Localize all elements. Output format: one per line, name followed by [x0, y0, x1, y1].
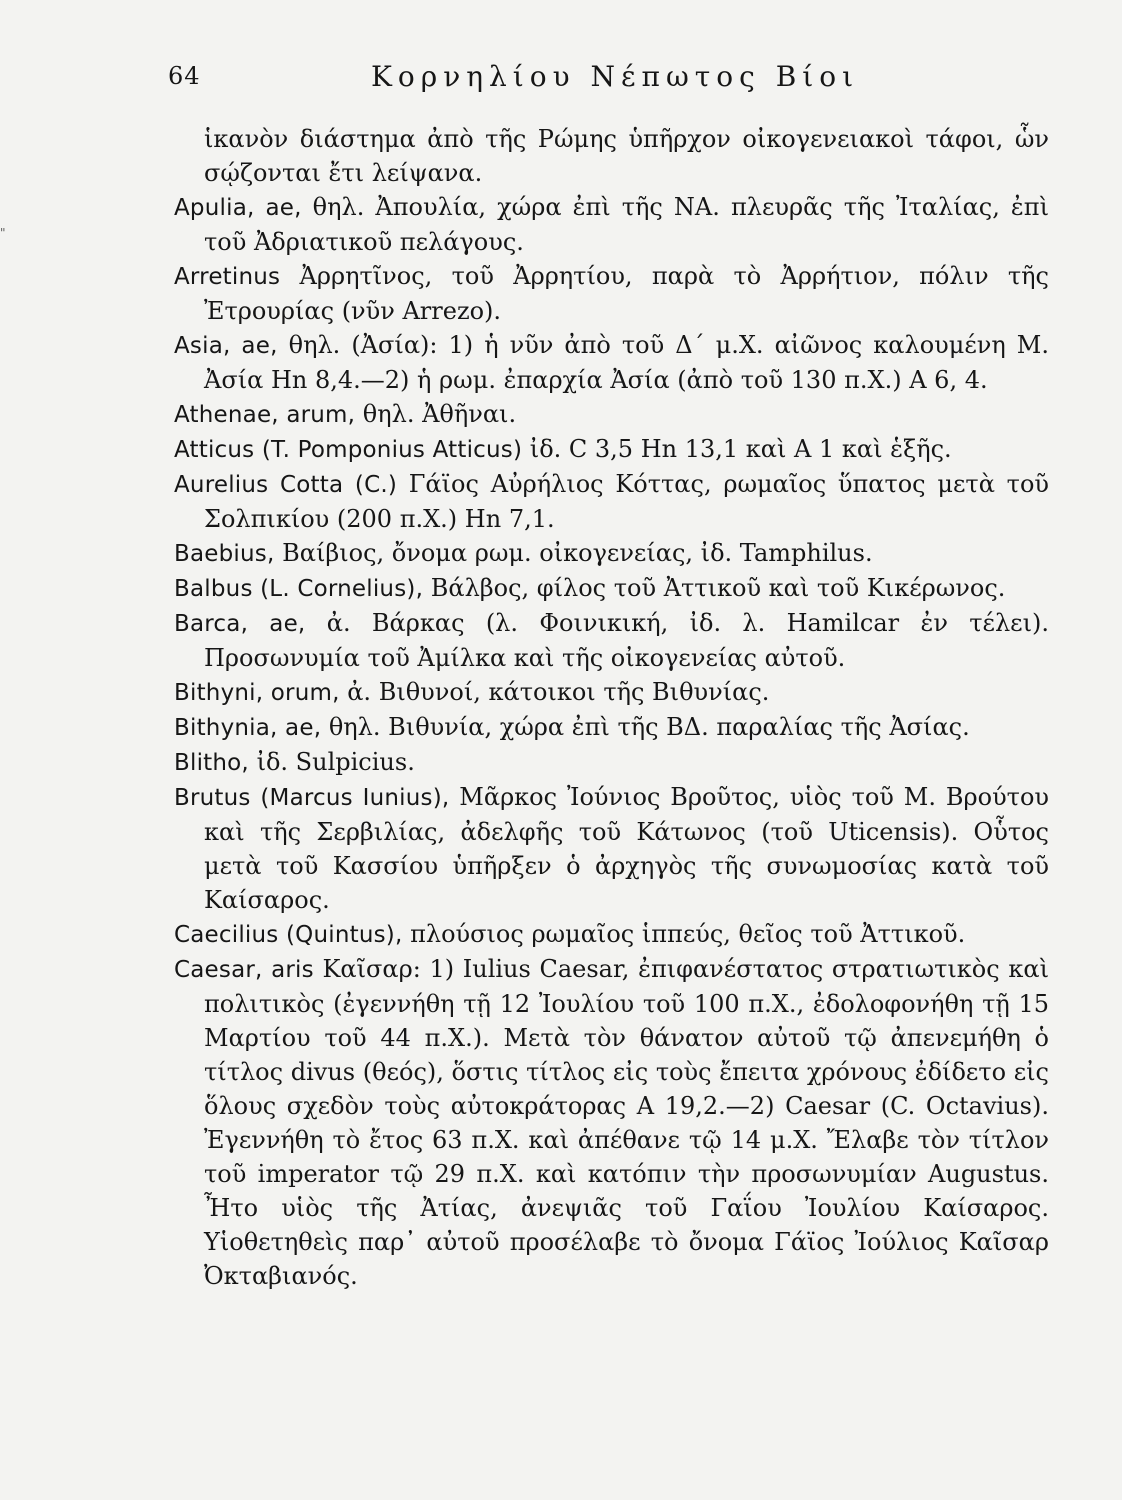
- entry-text: ἀ. Βάρκας (λ. Φοινικική, ἰδ. λ. Hamilcar ἐν τέλει). Προσωνυμία τοῦ Ἀμίλκα καὶ τῆς οἰκογενείας αὐτοῦ.: [204, 609, 1049, 672]
- entry-text: ἀ. Βιθυνοί, κάτοικοι τῆς Βιθυνίας.: [339, 678, 770, 706]
- entry-text: πλούσιος ρωμαῖος ἱππεύς, θεῖος τοῦ Ἀττικοῦ.: [402, 920, 966, 948]
- running-title: Κορνηλίου Νέπωτος Βίοι: [371, 60, 860, 93]
- entry-text: θηλ. Ἀθῆναι.: [355, 400, 517, 428]
- entry-bithyni: [174, 675, 1049, 710]
- entry-aurelius-cotta: [174, 467, 1049, 536]
- entry-baebius: [174, 536, 1049, 571]
- entry-text: Μᾶρκος Ἰούνιος Βροῦτος, υἱὸς τοῦ Μ. Βρούτου καὶ τῆς Σερβιλίας, ἀδελφῆς τοῦ Κάτωνος (τοῦ Uticensis). Οὗτος μετὰ τοῦ Κασσίου ὑπῆρξεν ὁ ἀρχηγὸς τῆς συνωμοσίας κατὰ τοῦ Καίσαρος.: [204, 783, 1049, 914]
- entry-brutus: [174, 780, 1049, 917]
- entry-apulia: [174, 190, 1049, 259]
- entry-lemma: Apulia, ae,: [174, 195, 302, 221]
- entry-lemma: Baebius,: [174, 541, 275, 567]
- entry-text: Βαίβιος, ὄνομα ρωμ. οἰκογενείας, ἰδ. Tamphilus.: [274, 539, 873, 567]
- entry-text: Ἀρρητῖνος, τοῦ Ἀρρητίου, παρὰ τὸ Ἀρρήτιον, πόλιν τῆς Ἐτρουρίας (νῦν Arrezo).: [204, 262, 1049, 325]
- entry-lemma: Bithyni, orum,: [174, 680, 340, 706]
- margin-mark: ": [0, 226, 6, 240]
- entry-lemma: Barca, ae,: [174, 611, 306, 637]
- entry-text: ἰδ. Sulpicius.: [248, 748, 415, 776]
- entry-text: Βάλβος, φίλος τοῦ Ἀττικοῦ καὶ τοῦ Κικέρωνος.: [423, 574, 1006, 602]
- entry-barca: [174, 606, 1049, 675]
- entry-lemma: Atticus (T. Pomponius Atticus): [174, 437, 523, 463]
- entry-caesar: [174, 952, 1049, 1293]
- entry-text: ἱκανὸν διάστημα ἀπὸ τῆς Ρώμης ὑπῆρχον οἰκογενειακοὶ τάφοι, ὧν σῴζονται ἔτι λείψανα.: [204, 125, 1049, 187]
- entry-lemma: Caecilius (Quintus),: [174, 922, 403, 948]
- glossary-entries: [174, 122, 1049, 1293]
- entry-continuation: [174, 122, 1049, 190]
- entry-lemma: Brutus (Marcus Iunius),: [174, 785, 450, 811]
- entry-lemma: Arretinus: [174, 264, 281, 290]
- entry-caecilius: [174, 917, 1049, 952]
- entry-text: θηλ. (Ἀσία): 1) ἡ νῦν ἀπὸ τοῦ Δ´ μ.Χ. αἰῶνος καλουμένη Μ. Ἀσία Hn 8,4.—2) ἡ ρωμ. ἐπαρχία Ἀσία (ἀπὸ τοῦ 130 π.Χ.) A 6, 4.: [204, 331, 1049, 394]
- page-number: 64: [168, 62, 201, 90]
- entry-lemma: Athenae, arum,: [174, 402, 356, 428]
- entry-arretinus: [174, 259, 1049, 328]
- entry-lemma: Caesar, aris: [174, 957, 314, 983]
- entry-balbus: [174, 571, 1049, 606]
- entry-text: θηλ. Βιθυνία, χώρα ἐπὶ τῆς ΒΔ. παραλίας τῆς Ἀσίας.: [321, 713, 970, 741]
- entry-lemma: Balbus (L. Cornelius),: [174, 576, 424, 602]
- entry-lemma: Aurelius Cotta (C.): [174, 472, 398, 498]
- entry-text: Καῖσαρ: 1) Iulius Caesar, ἐπιφανέστατος στρατιωτικὸς καὶ πολιτικὸς (ἐγεννήθη τῇ 12 Ἰουλίου τοῦ 100 π.Χ., ἐδολοφονήθη τῇ 15 Μαρτίου τοῦ 44 π.Χ.). Μετὰ τὸν θάνατον αὐτοῦ τῷ ἀπενεμήθη ὁ τίτλος divus (θεός), ὅστις τίτλος εἰς τοὺς ἔπειτα χρόνους ἐδίδετο εἰς ὅλους σχεδὸν τοὺς αὐτοκράτορας A 19,2.—2) Caesar (C. Octavius). Ἐγεννήθη τὸ ἔτος 63 π.Χ. καὶ ἀπέθανε τῷ 14 μ.Χ. Ἔλαβε τὸν τίτλον τοῦ imperator τῷ 29 π.Χ. καὶ κατόπιν τὴν προσωνυμίαν Augustus. Ἦτο υἱὸς τῆς Ἀτίας, ἀνεψιᾶς τοῦ Γαΐου Ἰουλίου Καίσαρος. Υἱοθετηθεὶς παρ᾽ αὐτοῦ προσέλαβε τὸ ὄνομα Γάϊος Ἰούλιος Καῖσαρ Ὀκταβιανός.: [204, 955, 1049, 1290]
- entry-lemma: Asia, ae,: [174, 333, 278, 359]
- entry-asia: [174, 328, 1049, 397]
- entry-text: θηλ. Ἀπουλία, χώρα ἐπὶ τῆς ΝΑ. πλευρᾶς τῆς Ἰταλίας, ἐπὶ τοῦ Ἀδριατικοῦ πελάγους.: [204, 193, 1049, 256]
- entry-text: ἰδ. C 3,5 Hn 13,1 καὶ A 1 καὶ ἑξῆς.: [522, 435, 952, 463]
- entry-text: Γάϊος Αὐρήλιος Κόττας, ρωμαῖος ὕπατος μετὰ τοῦ Σολπικίου (200 π.Χ.) Hn 7,1.: [204, 470, 1049, 533]
- entry-lemma: Bithynia, ae,: [174, 715, 322, 741]
- entry-lemma: Blitho,: [174, 750, 249, 776]
- entry-atticus: [174, 432, 1049, 467]
- entry-blitho: [174, 745, 1049, 780]
- entry-bithynia: [174, 710, 1049, 745]
- entry-athenae: [174, 397, 1049, 432]
